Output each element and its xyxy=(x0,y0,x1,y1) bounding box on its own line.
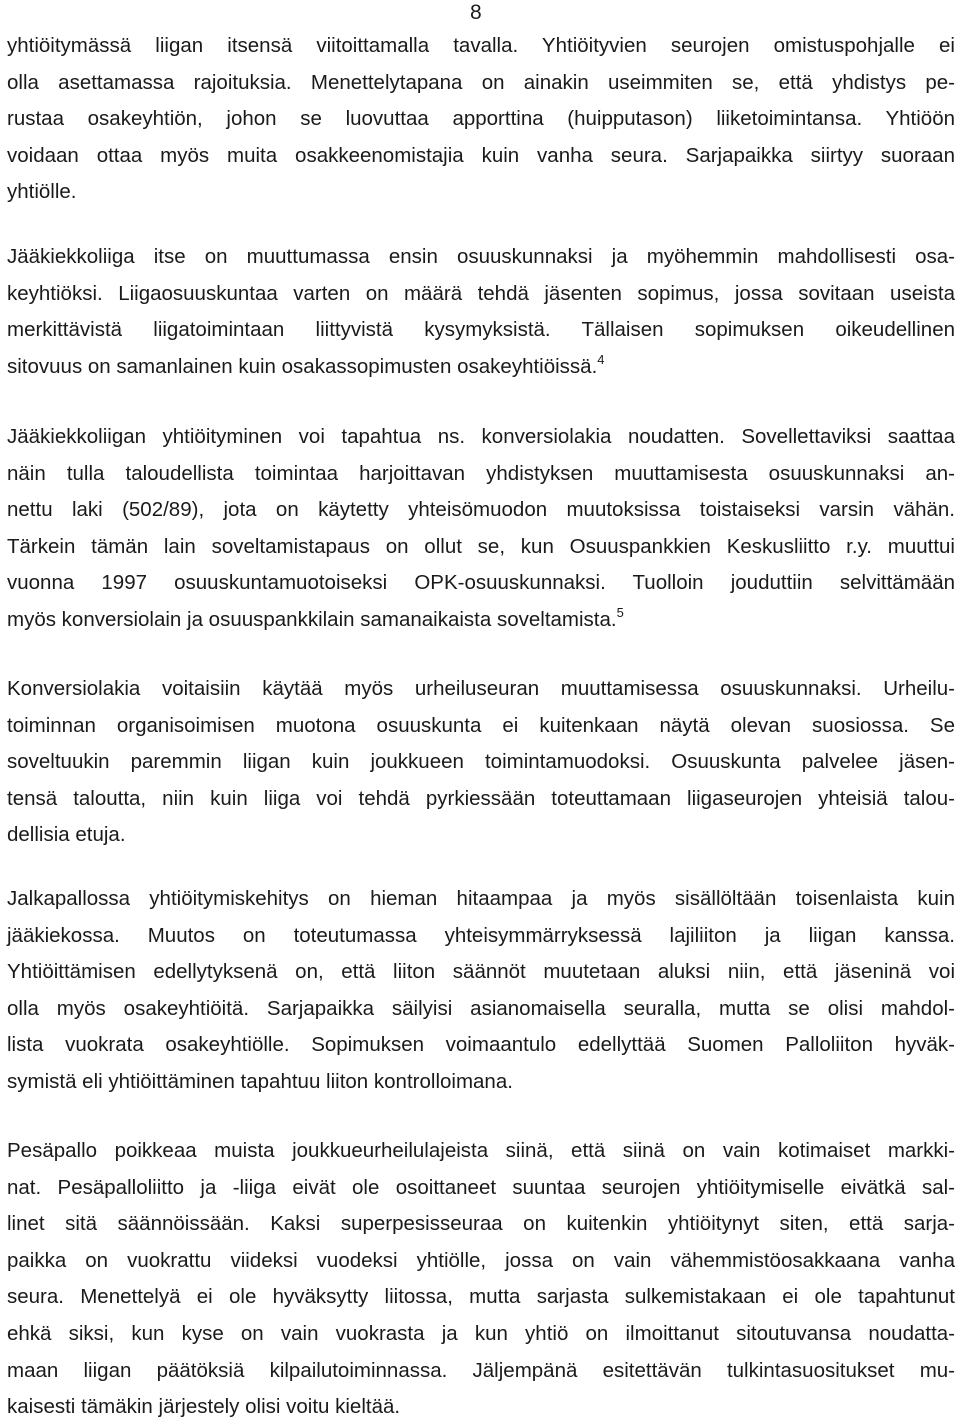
text-line: Jääkiekkoliigan yhtiöityminen voi tapahtua ns. konversiolakia noudatten. Sovellettaviksi saattaa xyxy=(7,425,955,448)
text-line: seura. Menettelyä ei ole hyväksytty liitossa, mutta sarjasta sulkemistakaan ei ole tapahtunut xyxy=(7,1285,955,1309)
footnote-reference: 5 xyxy=(616,604,624,620)
text-line-with-footnote xyxy=(7,349,955,386)
text-line: Jalkapallossa yhtiöitymiskehitys on hieman hitaampaa ja myös sisällöltään toisenlaista kuin xyxy=(7,887,955,910)
text-line: merkittävistä liigatoimintaan liittyvistä kysymyksistä. Tällaisen sopimuksen oikeudellinen xyxy=(7,318,955,342)
text-line: paikka on vuokrattu viideksi vuodeksi yhtiölle, jossa on vain vähemmistöosakkaana vanha xyxy=(7,1248,955,1272)
text-line: nat. Pesäpalloliitto ja -liiga eivät ole osoittaneet suuntaa seurojen yhtiöitymiselle eivätkä sal- xyxy=(7,1175,955,1199)
text-line: rustaa osakeyhtiön, johon se luovuttaa apporttina (huipputason) liiketoimintansa. Yhtiöön xyxy=(7,107,955,131)
paragraph-2 xyxy=(7,239,955,385)
paragraph-5 xyxy=(7,881,955,1101)
text-line: sitovuus on samanlainen kuin osakassopimusten osakeyhtiöissä. xyxy=(7,354,598,378)
footnote-reference: 4 xyxy=(597,351,605,367)
text-line: Pesäpallo poikkeaa muista joukkueurheilulajeista siinä, että siinä on vain kotimaiset markki- xyxy=(7,1139,955,1162)
text-line: tensä taloutta, niin kuin liiga voi tehdä pyrkiessään toteuttamaan liigaseurojen yhteisiä talou- xyxy=(7,786,955,810)
text-line: yhtiölle. xyxy=(7,180,77,204)
text-line: Konversiolakia voitaisiin käytää myös urheiluseuran muuttamisessa osuuskunnaksi. Urheilu- xyxy=(7,677,955,700)
text-line: linet sitä säännöissään. Kaksi superpesisseuraa on kuitenkin yhtiöitynyt siten, että sarja- xyxy=(7,1212,955,1236)
paragraph-6 xyxy=(7,1133,955,1426)
paragraph-4 xyxy=(7,671,955,854)
text-line: dellisia etuja. xyxy=(7,823,126,847)
text-line: Yhtiöittämisen edellytyksenä on, että liiton säännöt muutetaan aluksi niin, että jäseninä voi xyxy=(7,960,955,984)
text-line-with-footnote xyxy=(7,602,955,639)
text-line: yhtiöitymässä liigan itsensä viitoittamalla tavalla. Yhtiöityvien seurojen omistuspohjalle ei xyxy=(7,34,955,57)
text-line: soveltuukin paremmin liigan kuin joukkueen toimintamuodoksi. Osuuskunta palvelee jäsen- xyxy=(7,750,955,774)
text-line: ehkä siksi, kun kyse on vain vuokrasta ja kun yhtiö on ilmoittanut sitoutuvansa noudatta- xyxy=(7,1321,955,1345)
text-line: toiminnan organisoimisen muotona osuuskunta ei kuitenkaan näytä olevan suosiossa. Se xyxy=(7,713,955,737)
text-line: Jääkiekkoliiga itse on muuttumassa ensin osuuskunnaksi ja myöhemmin mahdollisesti osa- xyxy=(7,245,955,268)
text-line: maan liigan päätöksiä kilpailutoiminnassa. Jäljempänä esitettävän tulkintasuositukset mu- xyxy=(7,1358,955,1382)
text-line: Tärkein tämän lain soveltamistapaus on ollut se, kun Osuuspankkien Keskusliitto r.y. muuttui xyxy=(7,534,955,558)
text-line: jääkiekossa. Muutos on toteutumassa yhteisymmärryksessä lajiliiton ja liigan kanssa. xyxy=(7,923,955,947)
paragraph-1 xyxy=(7,28,955,211)
text-line: voidaan ottaa myös muita osakkeenomistajia kuin vanha seura. Sarjapaikka siirtyy suoraan xyxy=(7,143,955,167)
text-line: symistä eli yhtiöittäminen tapahtuu liiton kontrolloimana. xyxy=(7,1069,513,1093)
text-line: myös konversiolain ja osuuspankkilain samanaikaista soveltamista. xyxy=(7,607,617,631)
text-line: vuonna 1997 osuuskuntamuotoiseksi OPK-osuuskunnaksi. Tuolloin jouduttiin selvittämään xyxy=(7,571,955,595)
text-line: nettu laki (502/89), jota on käytetty yhteisömuodon muutoksissa toistaiseksi varsin vähän. xyxy=(7,498,955,522)
text-line: olla asettamassa rajoituksia. Menettelytapana on ainakin useimmiten se, että yhdistys pe- xyxy=(7,70,955,94)
paragraph-3 xyxy=(7,419,955,639)
text-line: keyhtiöksi. Liigaosuuskuntaa varten on määrä tehdä jäsenten sopimus, jossa sovitaan useista xyxy=(7,281,955,305)
page-number: 8 xyxy=(470,1,482,24)
text-line: näin tulla taloudellista toimintaa harjoittavan yhdistyksen muuttamisesta osuuskunnaksi an- xyxy=(7,461,955,485)
text-line: lista vuokrata osakeyhtiölle. Sopimuksen voimaantulo edellyttää Suomen Palloliiton hyväk- xyxy=(7,1033,955,1057)
text-line: kaisesti tämäkin järjestely olisi voitu kieltää. xyxy=(7,1395,401,1419)
text-line: olla myös osakeyhtiöitä. Sarjapaikka säilyisi asianomaisella seuralla, mutta se olisi mahdol- xyxy=(7,996,955,1020)
